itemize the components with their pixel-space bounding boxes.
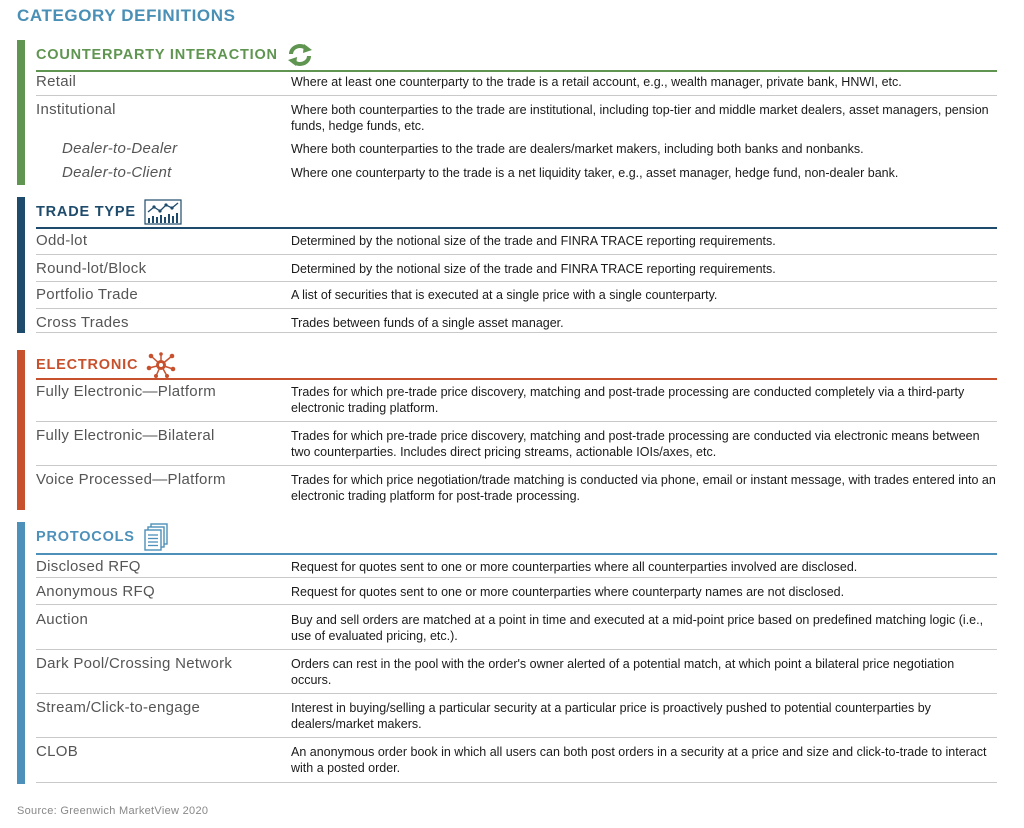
- line-chart-icon: [144, 199, 182, 225]
- table-row: [36, 558, 997, 578]
- section-rule: [36, 227, 997, 229]
- section-heading: [36, 197, 182, 227]
- definition: Where at least one counterparty to the trade is a retail account, e.g., wealth manager, private bank, HNWI, etc.: [291, 75, 902, 89]
- section-color-bar: [17, 40, 25, 185]
- term: Voice Processed—Platform: [36, 471, 226, 488]
- section-counterparty-interaction: [17, 40, 997, 185]
- term: Dark Pool/Crossing Network: [36, 655, 233, 672]
- term: Retail: [36, 73, 77, 90]
- term: Stream/Click-to-engage: [36, 699, 201, 716]
- table-row: [36, 164, 997, 184]
- definition: Where both counterparties to the trade are institutional, including top-tier and middle market dealers, asset managers, pension funds, hedge funds, etc.: [291, 103, 989, 133]
- table-row: [36, 611, 997, 650]
- term: Fully Electronic—Platform: [36, 383, 217, 400]
- row-divider: [36, 737, 997, 738]
- term: Cross Trades: [36, 314, 129, 331]
- section-heading-label: TRADE TYPE: [36, 204, 136, 220]
- row-divider: [36, 465, 997, 466]
- definition: Where both counterparties to the trade are dealers/market makers, including both banks and nonbanks.: [291, 142, 864, 156]
- row-divider: [36, 308, 997, 309]
- definition: A list of securities that is executed at a single price with a single counterparty.: [291, 288, 718, 302]
- section-heading-label: ELECTRONIC: [36, 357, 139, 373]
- row-divider: [36, 693, 997, 694]
- table-row: [36, 73, 997, 96]
- row-divider: [36, 332, 997, 333]
- page-title: CATEGORY DEFINITIONS: [17, 6, 236, 25]
- term: Auction: [36, 611, 89, 628]
- definition: Trades between funds of a single asset manager.: [291, 316, 564, 330]
- section-rule: [36, 378, 997, 380]
- table-row: [36, 260, 997, 282]
- section-color-bar: [17, 350, 25, 510]
- row-divider: [36, 782, 997, 783]
- document-stack-icon: [143, 523, 169, 551]
- network-hub-icon: [146, 352, 176, 378]
- definition: Request for quotes sent to one or more counterparties where all counterparties involved are disclosed.: [291, 560, 858, 574]
- source-note: Source: Greenwich MarketView 2020: [17, 805, 209, 817]
- definition: Determined by the notional size of the trade and FINRA TRACE reporting requirements.: [291, 262, 776, 276]
- term: Round-lot/Block: [36, 260, 147, 277]
- table-row: [36, 314, 997, 333]
- table-row: [36, 699, 997, 738]
- definition: Determined by the notional size of the trade and FINRA TRACE reporting requirements.: [291, 234, 776, 248]
- row-divider: [36, 577, 997, 578]
- term: Portfolio Trade: [36, 286, 139, 303]
- definition: Buy and sell orders are matched at a point in time and executed at a mid-point price based on predefined matching logic (i.e., use of evaluated pricing, etc.).: [291, 613, 984, 643]
- section-rule: [36, 70, 997, 72]
- definition: Trades for which pre-trade price discovery, matching and post-trade processing are conducted completely via a third-party electronic trading platform.: [291, 385, 965, 415]
- section-heading-label: PROTOCOLS: [36, 529, 135, 545]
- section-heading: [36, 40, 314, 70]
- table-row: [36, 583, 997, 605]
- section-trade-type: [17, 197, 997, 333]
- refresh-arrows-icon: [286, 43, 314, 67]
- table-row: [36, 383, 997, 422]
- term: Fully Electronic—Bilateral: [36, 427, 215, 444]
- row-divider: [36, 281, 997, 282]
- section-electronic: [17, 350, 997, 510]
- table-row: [36, 286, 997, 309]
- term: Disclosed RFQ: [36, 558, 141, 575]
- term: Institutional: [36, 101, 116, 118]
- table-row: [36, 471, 997, 507]
- section-protocols: [17, 522, 997, 784]
- row-divider: [36, 649, 997, 650]
- definition: Trades for which price negotiation/trade matching is conducted via phone, email or instant message, with trades entered into an electronic trading platform for post-trade processing.: [291, 473, 996, 503]
- section-color-bar: [17, 197, 25, 333]
- subterm: Dealer-to-Dealer: [62, 140, 178, 157]
- row-divider: [36, 95, 997, 96]
- definition: Request for quotes sent to one or more counterparties where counterparty names are not disclosed.: [291, 585, 845, 599]
- table-row: [36, 427, 997, 466]
- section-heading: [36, 350, 176, 380]
- row-divider: [36, 421, 997, 422]
- definition: Orders can rest in the pool with the order's owner alerted of a potential match, at which point a bilateral price negotiation occurs.: [291, 657, 955, 687]
- definition: Where one counterparty to the trade is a net liquidity taker, e.g., asset manager, hedge fund, non-dealer bank.: [291, 166, 899, 180]
- definition: Trades for which pre-trade price discovery, matching and post-trade processing are conducted via electronic means between two counterparties. Includes direct pricing streams, actionable IOIs/axes, etc.: [291, 429, 980, 459]
- term: CLOB: [36, 743, 79, 760]
- table-row: [36, 743, 997, 783]
- section-heading: [36, 522, 169, 552]
- definition: An anonymous order book in which all users can both post orders in a security at a price and size and click-to-trade to interact with a posted order.: [291, 745, 987, 775]
- section-rule: [36, 553, 997, 555]
- row-divider: [36, 604, 997, 605]
- section-heading-label: COUNTERPARTY INTERACTION: [36, 47, 278, 63]
- table-row: [36, 232, 997, 255]
- table-row: [36, 140, 997, 162]
- table-row: [36, 101, 997, 139]
- definition: Interest in buying/selling a particular security at a particular price is proactively pushed to potential counterparties by dealers/market makers.: [291, 701, 931, 731]
- term: Odd-lot: [36, 232, 88, 249]
- term: Anonymous RFQ: [36, 583, 155, 600]
- section-color-bar: [17, 522, 25, 784]
- table-row: [36, 655, 997, 694]
- subterm: Dealer-to-Client: [62, 164, 172, 181]
- row-divider: [36, 254, 997, 255]
